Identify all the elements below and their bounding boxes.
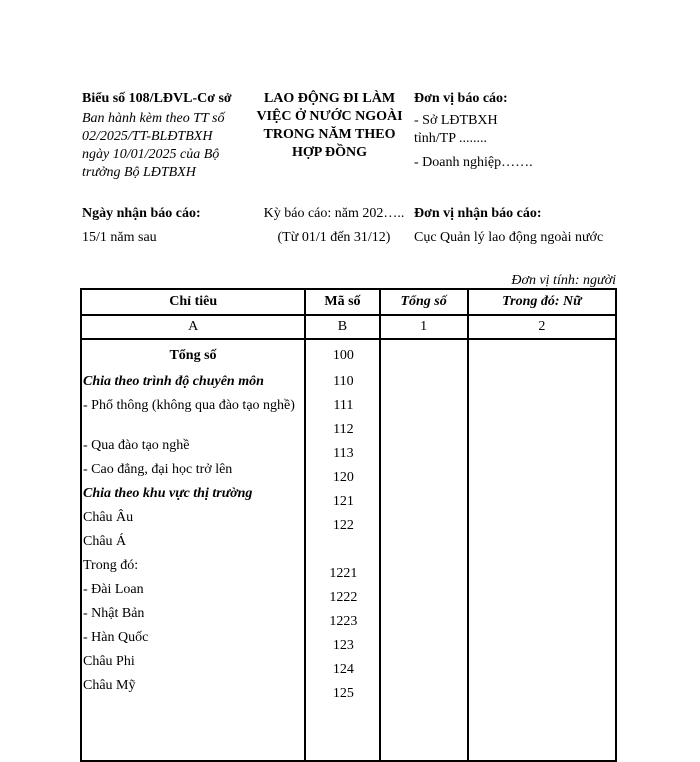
reporting-unit-1: - Sở LĐTBXH tỉnh/TP ........ — [414, 113, 498, 146]
form-info — [82, 90, 242, 182]
header-total: Tổng số — [380, 289, 468, 315]
receive-date — [82, 205, 252, 247]
row-code: 120 — [332, 470, 354, 485]
row-code: 100 — [332, 348, 354, 363]
report-period — [254, 205, 414, 247]
table-subheader-row — [81, 315, 616, 339]
receive-date-value: 15/1 năm sau — [82, 230, 157, 245]
header-code: Mã số — [305, 289, 379, 315]
reporting-unit-2: - Doanh nghiệp……. — [414, 155, 533, 170]
subheader-a: A — [81, 315, 305, 339]
row-code: 124 — [332, 662, 354, 677]
row-code: 111 — [333, 398, 354, 413]
row-label: - Phổ thông (không qua đào tạo nghề) — [83, 398, 295, 413]
row-code: 125 — [332, 686, 354, 701]
table-header-row — [81, 289, 616, 315]
row-code: 112 — [333, 422, 354, 437]
row-label: Châu Á — [83, 534, 127, 549]
receiving-unit — [414, 205, 614, 247]
period-label: Kỳ báo cáo: năm 202….. — [263, 206, 405, 221]
row-label: Châu Mỹ — [83, 678, 136, 693]
code-column — [305, 339, 379, 761]
indicator-column — [81, 339, 305, 761]
row-label: Chia theo trình độ chuyên môn — [83, 374, 264, 389]
row-code: 113 — [333, 446, 354, 461]
row-code: 1222 — [329, 590, 358, 605]
row-code: 1223 — [329, 614, 358, 629]
row-label: - Đài Loan — [83, 582, 144, 597]
row-code: 110 — [333, 374, 354, 389]
header-female: Trong đó: Nữ — [468, 289, 616, 315]
reporting-unit — [414, 90, 614, 172]
report-title: LAO ĐỘNG ĐI LÀM VIỆC Ở NƯỚC NGOÀI TRONG NĂM THEO HỢP ĐỒNG — [256, 91, 403, 160]
header-indicator: Chỉ tiêu — [81, 289, 305, 315]
unit-note: Đơn vị tính: người — [511, 273, 616, 288]
row-code: 1221 — [329, 566, 358, 581]
report-table — [80, 288, 617, 762]
subheader-2: 2 — [468, 315, 616, 339]
receive-date-label: Ngày nhận báo cáo: — [82, 206, 201, 221]
row-code: 121 — [332, 494, 354, 509]
female-column[interactable] — [468, 339, 616, 761]
total-column[interactable] — [380, 339, 468, 761]
subheader-1: 1 — [380, 315, 468, 339]
receiving-unit-label: Đơn vị nhận báo cáo: — [414, 206, 542, 221]
reporting-unit-label: Đơn vị báo cáo: — [414, 91, 508, 106]
subheader-b: B — [305, 315, 379, 339]
form-number: Biểu số 108/LĐVL-Cơ sở — [82, 91, 232, 106]
issued-note: Ban hành kèm theo TT số 02/2025/TT-BLĐTBXH ngày 10/01/2025 của Bộ trưởng Bộ LĐTBXH — [82, 111, 225, 180]
row-label: Trong đó: — [83, 558, 139, 573]
row-label: Châu Phi — [83, 654, 135, 669]
row-label: Tổng số — [169, 348, 217, 363]
row-label: - Nhật Bản — [83, 606, 145, 621]
row-code: 123 — [332, 638, 354, 653]
table-body-row — [81, 339, 616, 761]
row-label: - Hàn Quốc — [83, 630, 149, 645]
period-range: (Từ 01/1 đến 31/12) — [277, 230, 391, 245]
row-label: - Cao đẳng, đại học trở lên — [83, 462, 233, 477]
row-label: - Qua đào tạo nghề — [83, 438, 190, 453]
row-label: Châu Âu — [83, 510, 134, 525]
row-code: 122 — [332, 518, 354, 533]
receiving-unit-value: Cục Quản lý lao động ngoài nước — [414, 230, 604, 245]
row-label: Chia theo khu vực thị trường — [83, 486, 253, 501]
